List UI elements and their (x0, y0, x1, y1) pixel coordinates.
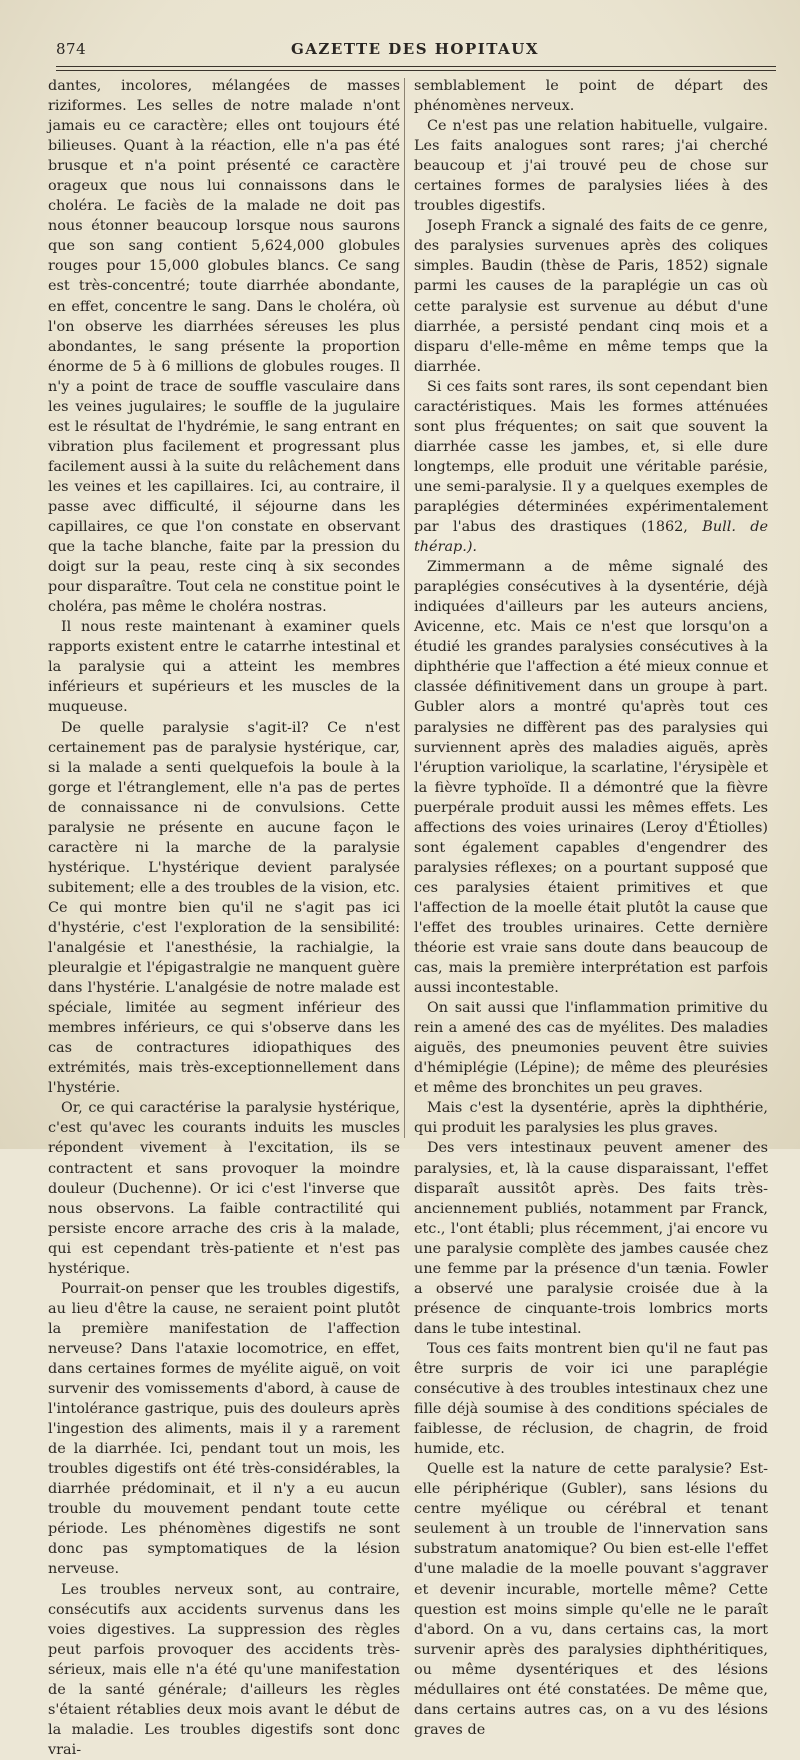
paragraph-text: Si ces faits sont rares, ils sont cependant bien caractéristiques. Mais les formes atténuées sont plus fréquentes; on sait que souvent la diarrhée casse les jambes, et, si elle dure longtemps, elle produit une véritable parésie, une semi-paralysie. Il y a quelques exemples de paraplégies déterminées expérimentalement par l'abus des drastiques (1862, (414, 378, 768, 536)
paragraph: semblablement le point de départ des phénomènes nerveux. (414, 78, 768, 115)
paragraph: De quelle paralysie s'agit-il? Ce n'est certainement pas de paralysie hystérique, car, si la malade a senti quelquefois la boule à la gorge et l'étranglement, elle n'a pas de pertes de connaissance ni de convulsions. Cette paralysie ne présente en aucune façon le caractère ni la marche de la paralysie hystérique. L'hystérique devient paralysée subitement; elle a des troubles de la vision, etc. Ce qui montre bien qu'il ne s'agit pas ici d'hystérie, c'est l'exploration de la sensibilité: l'analgésie et l'anesthésie, la rachialgie, la pleuralgie et l'épigastralgie ne manquent guère dans l'hystérie. L'analgésie de notre malade est spéciale, limitée au segment inférieur des membres inférieurs, ce qui s'observe dans les cas de contractures idiopathiques des extrémités, mais très-exceptionnellement dans l'hystérie. (48, 719, 400, 1097)
header-rule-thin (56, 70, 776, 71)
paragraph: Il nous reste maintenant à examiner quels rapports existent entre le catarrhe intestinal et la paralysie qui a atteint les membres inférieurs et supérieurs et les muscles de la muqueuse. (48, 619, 400, 716)
paragraph: Joseph Franck a signalé des faits de ce genre, des paralysies survenues après des coliques simples. Baudin (thèse de Paris, 1852) signale parmi les causes de la paraplégie un cas où cette paralysie est survenue au début d'une diarrhée, a persisté pendant cinq mois et a disparu d'elle-même en même temps que la diarrhée. (414, 218, 768, 375)
citation: Bull. de thérap.). (414, 519, 768, 556)
paragraph: On sait aussi que l'inflammation primitive du rein a amené des cas de myélites. Des maladies aiguës, des pneumonies peuvent être suivies d'hémiplégie (Lépine); de même des pleurésies et même des bronchites un peu graves. (414, 1000, 768, 1097)
paragraph: Or, ce qui caractérise la paralysie hystérique, c'est qu'avec les courants induits les muscles répondent vivement à l'excitation, ils se contractent et sans provoquer la moindre douleur (Duchenne). Or ici c'est l'inverse que nous observons. La faible contractilité qui persiste encore arrache des cris à la malade, qui est cependant très-patiente et n'est pas hystérique. (48, 1100, 400, 1277)
paragraph: Quelle est la nature de cette paralysie? Est-elle périphérique (Gubler), sans lésions du centre myélique ou cérébral et tenant seulement à un trouble de l'innervation sans substratum anatomique? Ou bien est-elle l'effet d'une maladie de la moelle pouvant s'aggraver et devenir incurable, mortelle même? Cette question est moins simple qu'elle ne le paraît d'abord. On a vu, dans certains cas, la mort survenir après des paralysies diphthéritiques, ou même dysentériques et des lésions médullaires ont été constatées. De même que, dans certains autres cas, on a vu des lésions graves de (414, 1461, 768, 1738)
paragraph: Tous ces faits montrent bien qu'il ne faut pas être surpris de voir ici une paraplégie consécutive à des troubles intestinaux chez une fille déjà soumise à des conditions spéciales de faiblesse, de réclusion, de chagrin, de froid humide, etc. (414, 1340, 768, 1458)
paragraph: Zimmermann a de même signalé des paraplégies consécutives à la dysentérie, déjà indiquées d'ailleurs par les auteurs anciens, Avicenne, etc. Mais ce n'est que lorsqu'on a étudié les grandes paralysies consécutives à la diphthérie que l'affection a été mieux connue et classée définitivement dans un groupe à part. Gubler alors a montré qu'après tout ces paralysies ne diffèrent pas des paralysies qui surviennent après des maladies aiguës, après l'éruption variolique, la scarlatine, l'érysipèle et la fièvre typhoïde. Il a démontré que la fièvre puerpérale produit aussi les mêmes effets. Les affections des voies urinaires (Leroy d'Étiolles) sont également capables d'engendrer des paralysies réflexes; on a pourtant supposé que ces paralysies étaient primitives et que l'affection de la moelle était plutôt la cause que l'effet des troubles urinaires. Cette dernière théorie est vraie sans doute dans beaucoup de cas, mais la première interprétation est parfois aussi incontestable. (414, 559, 768, 997)
header-rule (56, 66, 776, 67)
paragraph: Les troubles nerveux sont, au contraire, consécutifs aux accidents survenus dans les voies digestives. La suppression des règles peut parfois provoquer des accidents très-sérieux, mais elle n'a été qu'une manifestation de la santé générale; d'ailleurs les règles s'étaient rétablies deux mois avant le début de la maladie. Les troubles digestifs sont donc vrai- (48, 1581, 400, 1758)
paragraph: Mais c'est la dysentérie, après la diphthérie, qui produit les paralysies les plus graves. (414, 1100, 768, 1137)
paragraph: Pourrait-on penser que les troubles digestifs, au lieu d'être la cause, ne seraient point plutôt la première manifestation de l'affection nerveuse? Dans l'ataxie locomotrice, en effet, dans certaines formes de myélite aiguë, on voit survenir des vomissements d'abord, à cause de l'intolérance gastrique, puis des douleurs après l'ingestion des aliments, mais il y a rarement de la diarrhée. Ici, pendant tout un mois, les troubles digestifs ont été très-considérables, la diarrhée prédominait, et il n'y a eu aucun trouble du mouvement pendant toute cette période. Les phénomènes digestifs ne sont donc pas symptomatiques de la lésion nerveuse. (48, 1280, 400, 1578)
column-divider (404, 78, 405, 1138)
paragraph: Ce n'est pas une relation habituelle, vulgaire. Les faits analogues sont rares; j'ai cherché beaucoup et j'ai trouvé peu de chose sur certaines formes de paralysies liées à des troubles digestifs. (414, 118, 768, 215)
right-column (414, 76, 768, 1738)
paragraph: dantes, incolores, mélangées de masses riziformes. Les selles de notre malade n'ont jamais eu ce caractère; elles ont toujours été bilieuses. Quant à la réaction, elle n'a pas été brusque et n'a point présenté ce caractère orageux que nous lui connaissons dans le choléra. Le faciès de la malade ne doit pas nous étonner beaucoup lorsque nous saurons que son sang contient 5,624,000 globules rouges pour 15,000 globules blancs. Ce sang est très-concentré; toute diarrhée abondante, en effet, concentre le sang. Dans le choléra, où l'on observe les diarrhées séreuses les plus abondantes, le sang présente la proportion énorme de 5 à 6 millions de globules rouges. Il n'y a point de trace de souffle vasculaire dans les veines jugulaires; le souffle de la jugulaire est le résultat de l'hydrémie, le sang entrant en vibration plus facilement et progressant plus facilement aussi à la suite du relâchement dans les veines et les capillaires. Ici, au contraire, il passe avec difficulté, il séjourne dans les capillaires, ce que l'on constate en observant que la tache blanche, faite par la pression du doigt sur la peau, reste cinq à six secondes pour disparaître. Tout cela ne constitue point le choléra, pas même le choléra nostras. (48, 78, 400, 616)
paragraph: Des vers intestinaux peuvent amener des paralysies, et, là la cause disparaissant, l'effet disparaît aussitôt après. Des faits très-anciennement publiés, notamment par Franck, etc., l'ont établi; plus récemment, j'ai encore vu une paralysie complète des jambes causée chez une femme par la présence d'un tænia. Fowler a observé une paralysie croisée due à la présence de cinquante-trois lombrics morts dans le tube intestinal. (414, 1140, 768, 1337)
paragraph (414, 377, 768, 557)
left-column (48, 76, 400, 1758)
page-header (56, 38, 774, 64)
running-title: GAZETTE DES HOPITAUX (290, 40, 539, 58)
page-number: 874 (56, 40, 87, 58)
